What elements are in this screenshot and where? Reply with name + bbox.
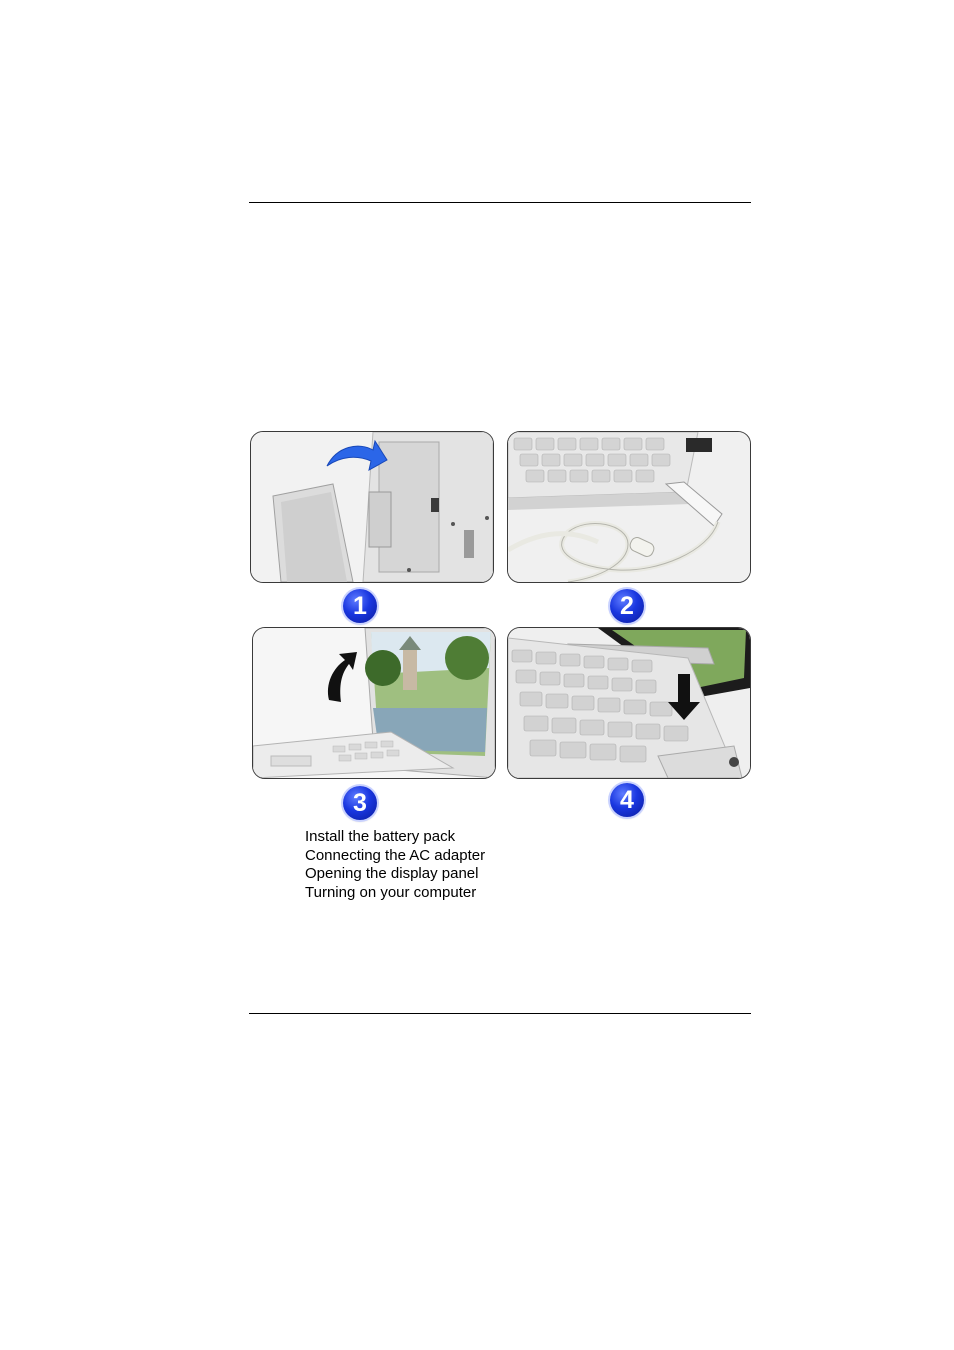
figure-panel-display [252,627,496,779]
footer-rule [249,1013,751,1014]
step-list [305,828,485,902]
battery-install-illustration [251,432,493,582]
figure-panel-power [507,627,751,779]
ac-adapter-illustration [508,432,750,582]
step-badge-1: 1 [343,589,377,623]
step-3-text: Opening the display panel [305,865,479,882]
step-1-text: Install the battery pack [305,828,456,845]
step-badge-4: 4 [610,783,644,817]
step-2-text: Connecting the AC adapter [305,846,486,864]
header-rule [249,202,751,203]
step-badge-2: 2 [610,589,644,623]
figure-panel-battery [250,431,494,583]
step-4-text: Turning on your computer [305,883,477,901]
step-badge-3: 3 [343,786,377,820]
figure-panel-ac-adapter [507,431,751,583]
display-open-illustration [253,628,495,778]
power-on-illustration [508,628,750,778]
